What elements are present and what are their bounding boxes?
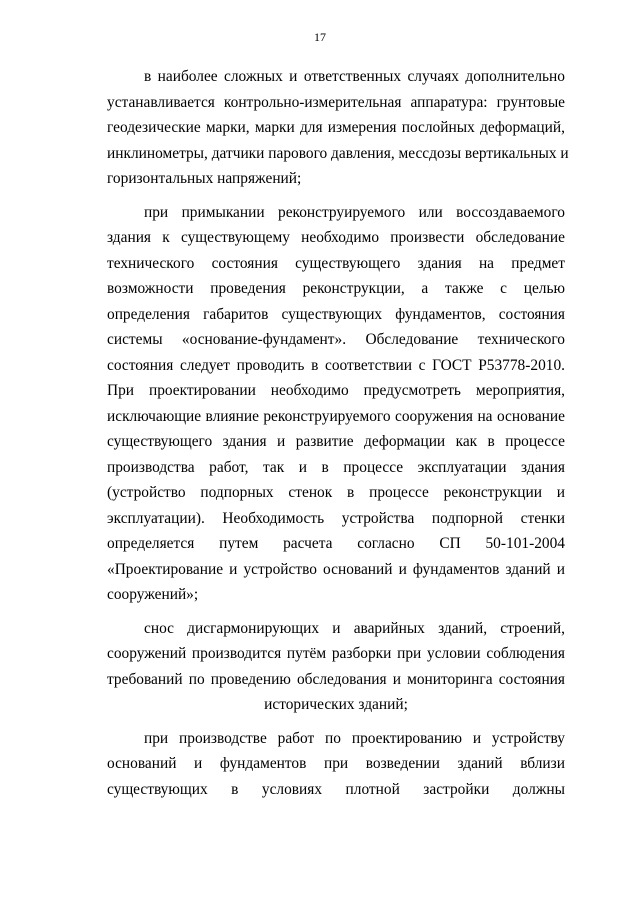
text-line: исключающие влияние реконструируемого сооружения на основание: [107, 407, 565, 425]
text-line: геодезические марки, марки для измерения послойных деформаций,: [107, 119, 565, 136]
text-line: существующего здания и развитие деформации как в процессе: [107, 433, 565, 450]
text-line: инклинометры, датчики парового давления, месcдозы вертикальных и: [107, 144, 569, 162]
text-line: эксплуатации). Необходимость устройства подпорной стенки: [107, 509, 565, 527]
text-line: системы «основание-фундамент». Обследование технического: [107, 331, 565, 348]
paragraph-demolition: [107, 616, 565, 718]
text-line: При проектировании необходимо предусмотреть мероприятия,: [107, 382, 565, 399]
text-line: при производстве работ по проектированию и устройству: [144, 729, 565, 747]
text-line: в наиболее сложных и ответственных случаях дополнительно: [144, 68, 565, 85]
text-line: возможности проведения реконструкции, а также с целью: [107, 280, 565, 297]
paragraph-adjacent-building-survey: [107, 200, 565, 608]
paragraph-foundation-works: [107, 726, 565, 803]
text-line: исторических зданий;: [264, 696, 408, 713]
text-line: горизонтальных напряжений;: [107, 170, 302, 187]
text-line: производства работ, так и в процессе эксплуатации здания: [107, 458, 565, 476]
text-line: требований по проведению обследования и мониторинга состояния: [107, 670, 565, 688]
text-line: оснований и фундаментов при возведении зданий вблизи: [107, 755, 565, 772]
text-line: сооружений»;: [107, 586, 199, 603]
text-line: существующих в условиях плотной застройки должны: [107, 780, 565, 798]
paragraph-monitoring-equipment: [107, 64, 569, 192]
text-line: при примыкании реконструируемого или воссоздаваемого: [144, 203, 565, 221]
text-line: состояния следует проводить в соответствии с ГОСТ Р53778-2010.: [107, 356, 565, 374]
page-number: 17: [314, 30, 326, 44]
text-line: сооружений производится путём разборки при условии соблюдения: [107, 645, 565, 662]
text-line: определяется путем расчета согласно СП 50-101-2004: [107, 535, 565, 552]
text-line: определения габаритов существующих фундаментов, состояния: [107, 305, 565, 323]
document-body: [107, 64, 569, 802]
text-line: здания к существующему необходимо произвести обследование: [107, 229, 565, 246]
text-line: (устройство подпорных стенок в процессе реконструкции и: [107, 484, 565, 501]
text-line: снос дисгармонирующих и аварийных зданий, строений,: [144, 619, 565, 637]
text-line: устанавливается контрольно-измерительная аппаратура: грунтовые: [107, 93, 565, 111]
text-line: «Проектирование и устройство оснований и фундаментов зданий и: [107, 560, 565, 578]
text-line: технического состояния существующего здания на предмет: [107, 254, 565, 272]
